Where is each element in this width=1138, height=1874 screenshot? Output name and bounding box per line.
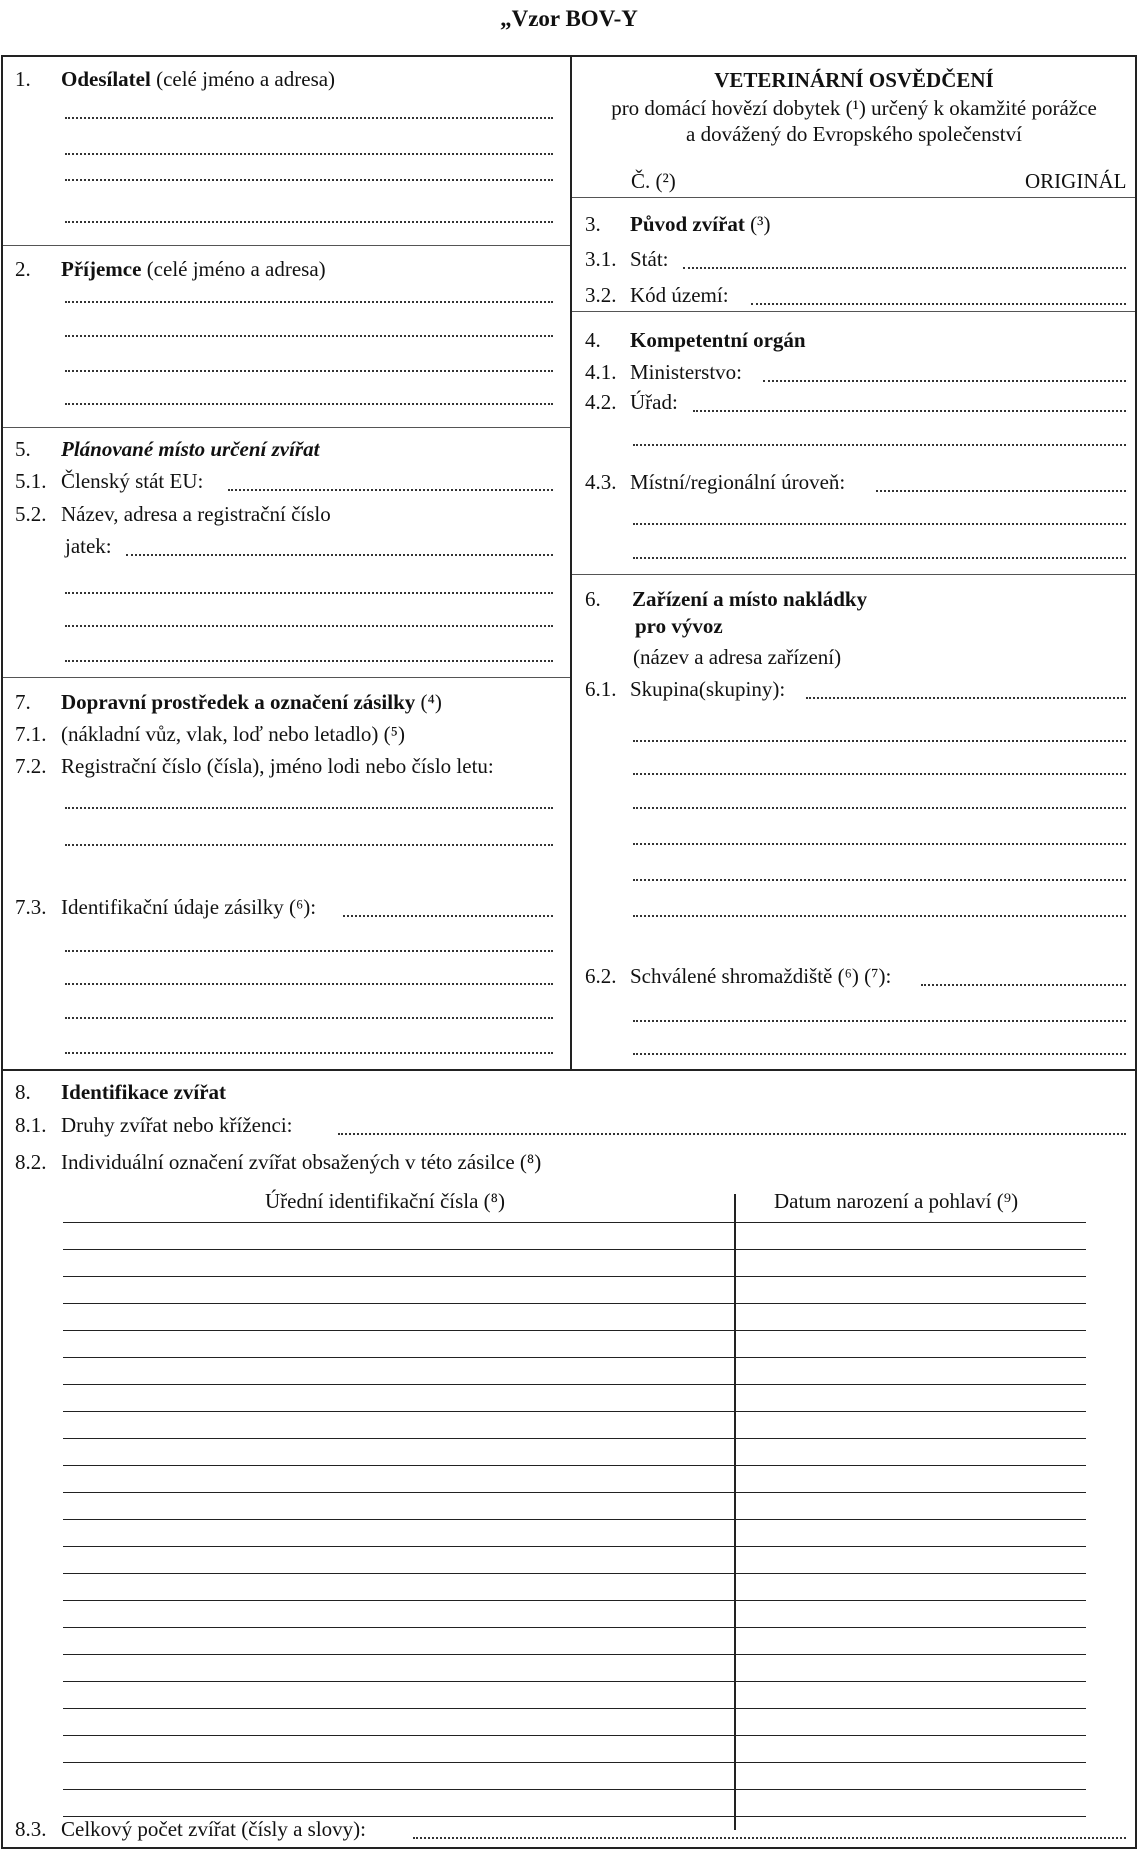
- herd-label: Skupina(skupiny):: [630, 677, 786, 701]
- consignment-id-field[interactable]: [343, 915, 553, 917]
- slaughterhouse-label-cont: jatek:: [65, 534, 112, 558]
- column-birth-sex: Datum narození a pohlaví (⁹): [774, 1189, 1019, 1213]
- member-state-field[interactable]: [228, 489, 553, 491]
- consignment-id-line[interactable]: [65, 950, 553, 952]
- consignor-line[interactable]: [65, 179, 553, 181]
- herd-line[interactable]: [633, 879, 1126, 881]
- consignee-heading: Příjemce (celé jméno a adresa): [61, 257, 326, 281]
- section-3-1-number: 3.1.: [585, 247, 617, 271]
- section-8-1-number: 8.1.: [15, 1113, 47, 1137]
- original-label: ORIGINÁL: [1025, 169, 1127, 193]
- table-row[interactable]: [63, 1735, 1086, 1736]
- destination-heading: Plánované místo určení zvířat: [61, 437, 320, 461]
- establishment-heading: Zařízení a místo nakládky: [632, 587, 868, 611]
- section-5-1-number: 5.1.: [15, 469, 47, 493]
- table-row[interactable]: [63, 1330, 1086, 1331]
- table-row[interactable]: [63, 1762, 1086, 1763]
- slaughterhouse-line[interactable]: [65, 660, 553, 662]
- section-4-2-number: 4.2.: [585, 390, 617, 414]
- section-7-1-number: 7.1.: [15, 722, 47, 746]
- total-animals-label: Celkový počet zvířat (čísly a slovy):: [61, 1817, 367, 1841]
- certificate-subtitle: pro domácí hovězí dobytek (¹) určený k okamžité porážce: [611, 96, 1097, 120]
- certificate-number-label: Č. (²): [631, 169, 676, 193]
- member-state-label: Členský stát EU:: [61, 469, 204, 493]
- table-row[interactable]: [63, 1249, 1086, 1250]
- section-5-2-number: 5.2.: [15, 502, 47, 526]
- separator: [3, 427, 570, 428]
- establishment-note: (název a adresa zařízení): [633, 645, 842, 669]
- origin-heading: Původ zvířat (³): [630, 212, 771, 236]
- table-row[interactable]: [63, 1384, 1086, 1385]
- registration-line[interactable]: [65, 844, 553, 846]
- separator: [3, 677, 570, 678]
- separator: [572, 197, 1135, 198]
- section-8-number: 8.: [15, 1080, 31, 1104]
- herd-line[interactable]: [633, 915, 1126, 917]
- species-label: Druhy zvířat nebo kříženci:: [61, 1113, 293, 1137]
- consignor-line[interactable]: [65, 221, 553, 223]
- section-2-number: 2.: [15, 257, 31, 281]
- local-level-line[interactable]: [633, 557, 1126, 559]
- assembly-centre-field[interactable]: [921, 984, 1126, 986]
- consignor-line[interactable]: [65, 153, 553, 155]
- table-row[interactable]: [63, 1276, 1086, 1277]
- table-row[interactable]: [63, 1222, 1086, 1223]
- territory-code-label: Kód území:: [630, 283, 729, 307]
- section-7-3-number: 7.3.: [15, 895, 47, 919]
- herd-line[interactable]: [633, 773, 1126, 775]
- section-4-3-number: 4.3.: [585, 470, 617, 494]
- section-6-number: 6.: [585, 587, 601, 611]
- local-level-field[interactable]: [876, 490, 1126, 492]
- slaughterhouse-line[interactable]: [65, 625, 553, 627]
- species-field[interactable]: [338, 1133, 1126, 1135]
- table-row[interactable]: [63, 1708, 1086, 1709]
- section-3-number: 3.: [585, 212, 601, 236]
- office-label: Úřad:: [630, 390, 678, 414]
- section-6-1-number: 6.1.: [585, 677, 617, 701]
- section-8-2-number: 8.2.: [15, 1150, 47, 1174]
- transport-heading: Dopravní prostředek a označení zásilky (⁴): [61, 690, 442, 714]
- consignee-line[interactable]: [65, 335, 553, 337]
- separator: [572, 574, 1135, 575]
- office-field[interactable]: [693, 410, 1126, 412]
- slaughterhouse-line[interactable]: [65, 592, 553, 594]
- section-7-2-number: 7.2.: [15, 754, 47, 778]
- separator: [572, 311, 1135, 312]
- certificate-form: [1, 55, 1137, 1849]
- office-line[interactable]: [633, 444, 1126, 446]
- table-row[interactable]: [63, 1465, 1086, 1466]
- consignment-id-label: Identifikační údaje zásilky (⁶):: [61, 895, 317, 919]
- table-row[interactable]: [63, 1492, 1086, 1493]
- registration-label: Registrační číslo (čísla), jméno lodi nebo číslo letu:: [61, 754, 494, 778]
- identification-heading: Identifikace zvířat: [61, 1080, 227, 1104]
- section-4-number: 4.: [585, 328, 601, 352]
- table-row[interactable]: [63, 1627, 1086, 1628]
- table-row[interactable]: [63, 1681, 1086, 1682]
- section-5-number: 5.: [15, 437, 31, 461]
- herd-field[interactable]: [806, 697, 1126, 699]
- assembly-centre-label: Schválené shromaždiště (⁶) (⁷):: [630, 964, 892, 988]
- registration-line[interactable]: [65, 807, 553, 809]
- column-official-id: Úřední identifikační čísla (⁸): [265, 1189, 505, 1213]
- form-model-title: „Vzor BOV-Y: [500, 6, 638, 31]
- consignment-id-line[interactable]: [65, 983, 553, 985]
- assembly-centre-line[interactable]: [633, 1020, 1126, 1022]
- ministry-label: Ministerstvo:: [630, 360, 743, 384]
- certificate-title: VETERINÁRNÍ OSVĚDČENÍ: [714, 68, 994, 92]
- section-1-number: 1.: [15, 67, 31, 91]
- total-animals-field[interactable]: [413, 1837, 1126, 1839]
- table-row[interactable]: [63, 1303, 1086, 1304]
- table-row[interactable]: [63, 1600, 1086, 1601]
- table-row[interactable]: [63, 1789, 1086, 1790]
- consignor-heading: Odesílatel (celé jméno a adresa): [61, 67, 336, 91]
- transport-type-label: (nákladní vůz, vlak, loď nebo letadlo) (⁵): [61, 722, 405, 746]
- consignee-line[interactable]: [65, 301, 553, 303]
- individual-id-label: Individuální označení zvířat obsažených v této zásilce (⁸): [61, 1150, 542, 1174]
- consignor-line[interactable]: [65, 117, 553, 119]
- slaughterhouse-label: Název, adresa a registrační číslo: [61, 502, 331, 526]
- table-row[interactable]: [63, 1357, 1086, 1358]
- table-row[interactable]: [63, 1411, 1086, 1412]
- local-level-label: Místní/regionální úroveň:: [630, 470, 846, 494]
- table-row[interactable]: [63, 1573, 1086, 1574]
- slaughterhouse-field[interactable]: [126, 554, 553, 556]
- consignee-line[interactable]: [65, 370, 553, 372]
- table-row[interactable]: [63, 1546, 1086, 1547]
- herd-line[interactable]: [633, 740, 1126, 742]
- section-6-2-number: 6.2.: [585, 964, 617, 988]
- herd-line[interactable]: [633, 807, 1126, 809]
- ministry-field[interactable]: [763, 380, 1126, 382]
- local-level-line[interactable]: [633, 523, 1126, 525]
- authority-heading: Kompetentní orgán: [630, 328, 806, 352]
- table-row[interactable]: [63, 1438, 1086, 1439]
- table-row[interactable]: [63, 1654, 1086, 1655]
- table-row[interactable]: [63, 1519, 1086, 1520]
- consignment-id-line[interactable]: [65, 1052, 553, 1054]
- herd-line[interactable]: [633, 843, 1126, 845]
- section-4-1-number: 4.1.: [585, 360, 617, 384]
- consignee-line[interactable]: [65, 403, 553, 405]
- consignment-id-line[interactable]: [65, 1017, 553, 1019]
- section-3-2-number: 3.2.: [585, 283, 617, 307]
- section-7-number: 7.: [15, 690, 31, 714]
- column-divider: [570, 57, 572, 1069]
- territory-code-field[interactable]: [751, 303, 1126, 305]
- separator: [3, 245, 570, 246]
- establishment-heading-cont: pro vývoz: [635, 614, 723, 638]
- country-label: Stát:: [630, 247, 669, 271]
- certificate-subtitle: a dovážený do Evropského společenství: [686, 122, 1022, 146]
- section-divider: [3, 1069, 1135, 1071]
- section-8-3-number: 8.3.: [15, 1817, 47, 1841]
- country-field[interactable]: [683, 267, 1126, 269]
- assembly-centre-line[interactable]: [633, 1053, 1126, 1055]
